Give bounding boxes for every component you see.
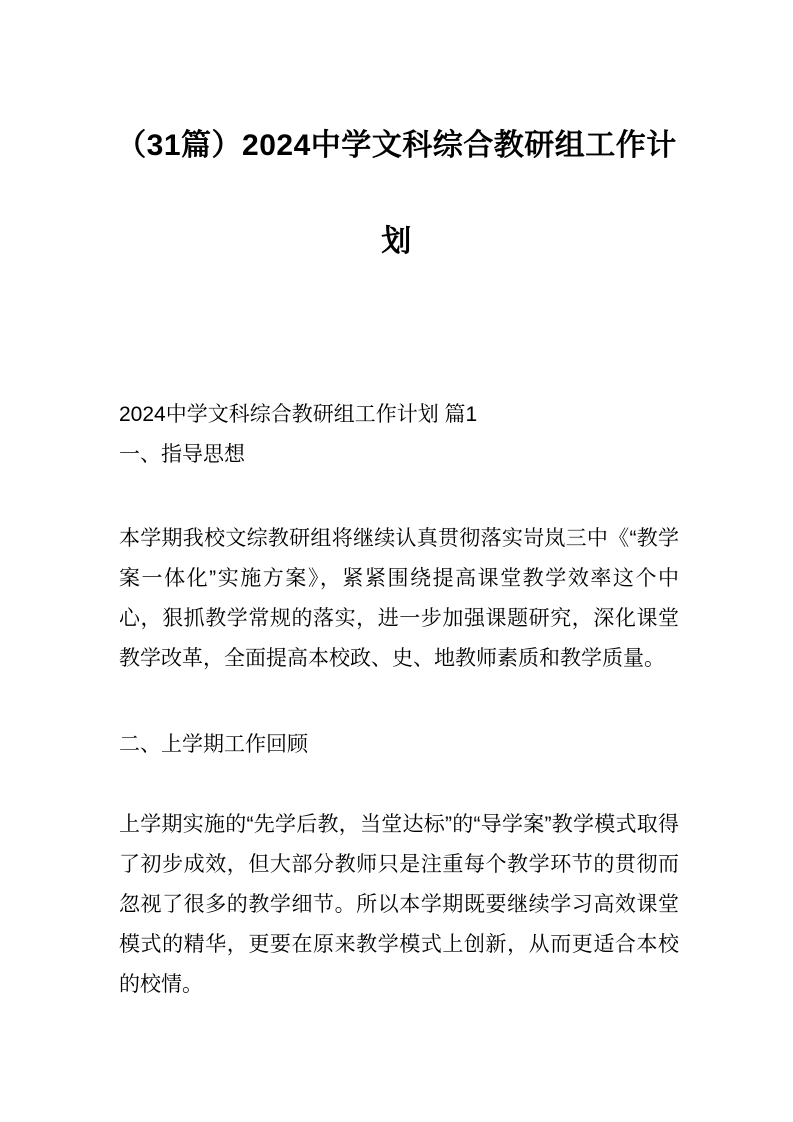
- body-paragraph: 本学期我校文综教研组将继续认真贯彻落实岢岚三中《“教学案一体化”实施方案》，紧紧围绕提高课堂教学效率这个中心，狠抓教学常规的落实，进一步加强课题研究，深化课堂教学改革，全面提高本校政、史、地教师素质和教学质量。: [119, 527, 679, 670]
- document-body: [119, 395, 679, 1005]
- document-subtitle: 2024中学文科综合教研组工作计划 篇1: [119, 403, 478, 426]
- document-title: （31篇）2024中学文科综合教研组工作计划: [116, 129, 677, 258]
- body-paragraph: 上学期实施的“先学后教，当堂达标”的“导学案”教学模式取得了初步成效，但大部分教师只是注重每个教学环节的贯彻而忽视了很多的教学细节。所以本学期既要继续学习高效课堂模式的精华，更要在原来教学模式上创新，从而更适合本校的校情。: [119, 813, 679, 996]
- section-heading: 一、指导思想: [119, 443, 245, 466]
- section-heading: 二、上学期工作回顾: [119, 733, 308, 756]
